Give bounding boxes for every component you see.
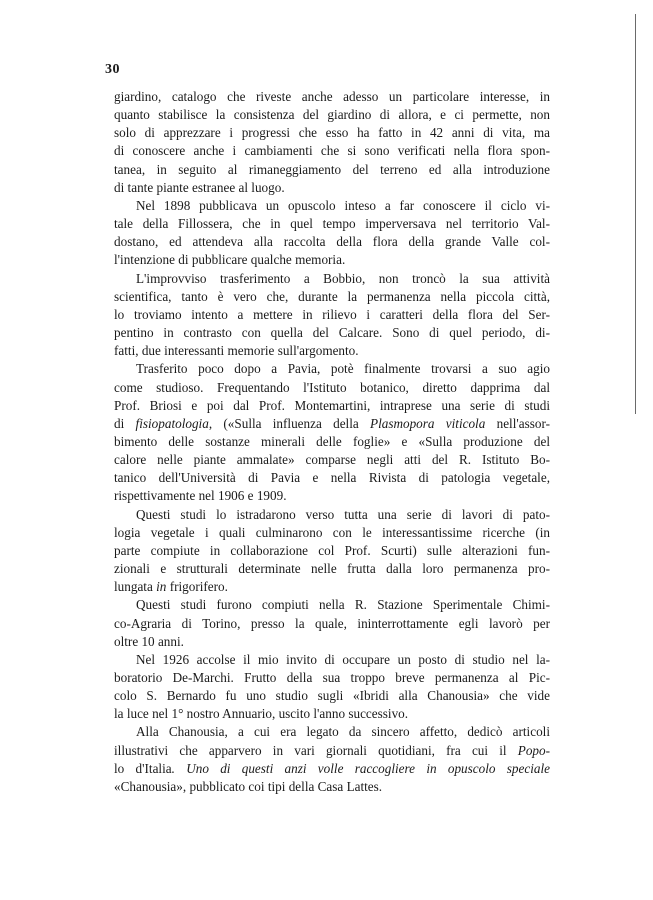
text-line (114, 778, 550, 796)
text-line (114, 288, 550, 306)
text-line (114, 88, 550, 106)
text-line (114, 687, 550, 705)
italic-text: in (156, 579, 167, 595)
paragraph (114, 723, 550, 796)
paragraph (114, 88, 550, 197)
paragraph (114, 270, 550, 361)
text-line (114, 415, 550, 433)
text-segment: illustrativi che apparvero in vari giornali quotidiani, fra cui il (114, 742, 518, 758)
text-line (114, 142, 550, 160)
text-line (114, 179, 550, 197)
text-segment: colo S. Bernardo fu uno studio sugli «Ibridi alla Chanousia» che vide (114, 688, 550, 704)
text-line (114, 342, 550, 360)
text-segment: logia vegetale i quali culminarono con le interessantissime ricerche (in (114, 524, 550, 540)
text-segment: come studioso. Frequentando l'Istituto botanico, diretto dapprima dal (114, 379, 550, 395)
paragraph (114, 651, 550, 724)
text-segment: nell'assor- (485, 415, 550, 431)
text-line (114, 760, 550, 778)
text-line (114, 106, 550, 124)
italic-text: Popo- (517, 742, 550, 758)
text-line (114, 360, 550, 378)
text-segment: tanea, in seguito al rimaneggiamento del terreno ed alla introduzione (114, 161, 550, 177)
text-line (114, 306, 550, 324)
text-segment: co-Agraria di Torino, presso la quale, ininterrottamente egli lavorò per (114, 615, 550, 631)
text-line (114, 669, 550, 687)
text-segment: di conoscere anche i cambiamenti che si sono verificati nella flora spon- (114, 143, 550, 159)
italic-text: fisiopatologia (135, 415, 209, 431)
text-segment: scientifica, tanto è vero che, durante la permanenza nella piccola città, (114, 288, 550, 304)
text-segment: «Chanousia», pubblicato coi tipi della Casa Lattes. (114, 778, 383, 794)
text-line (114, 615, 550, 633)
page-number: 30 (105, 62, 120, 77)
text-segment: Questi studi lo istradarono verso tutta una serie di lavori di pato- (136, 506, 550, 522)
text-segment: fatti, due interessanti memorie sull'argomento. (114, 343, 359, 359)
text-line (114, 161, 550, 179)
text-segment: Alla Chanousia, a cui era legato da sincero affetto, dedicò articoli (136, 724, 550, 740)
text-segment: zionali e strutturali determinate nelle frutta dalla loro permanenza pro- (114, 561, 550, 577)
text-line (114, 251, 550, 269)
text-line (114, 433, 550, 451)
text-line (114, 124, 550, 142)
text-line (114, 469, 550, 487)
text-segment: solo di apprezzare i progressi che esso ha fatto in 42 anni di vita, ma (114, 125, 550, 141)
text-segment: quanto stabilisce la consistenza del giardino di allora, e ci permette, non (114, 107, 550, 123)
text-line (114, 397, 550, 415)
text-line (114, 705, 550, 723)
body-text (114, 88, 550, 796)
text-segment: dostano, ed attendeva alla raccolta della flora della grande Valle col- (114, 234, 550, 250)
text-segment: Prof. Briosi e poi dal Prof. Montemartini, intraprese una serie di studi (114, 397, 550, 413)
italic-text: Plasmopora viticola (370, 415, 486, 431)
italic-text: . Uno di questi anzi volle raccogliere in opuscolo speciale (171, 760, 550, 776)
text-line (114, 379, 550, 397)
text-segment: oltre 10 anni. (114, 633, 184, 649)
text-segment: Nel 1898 pubblicava un opuscolo inteso a far conoscere il ciclo vi- (136, 197, 550, 213)
text-segment: , («Sulla influenza della (208, 415, 371, 431)
text-segment: lo d'Italia (114, 760, 172, 776)
text-line (114, 233, 550, 251)
text-line (114, 524, 550, 542)
text-segment: rispettivamente nel 1906 e 1909. (114, 488, 287, 504)
paragraph (114, 360, 550, 505)
text-line (114, 651, 550, 669)
text-line (114, 451, 550, 469)
text-line (114, 633, 550, 651)
text-segment: Questi studi furono compiuti nella R. Stazione Sperimentale Chimi- (136, 597, 550, 613)
text-segment: Trasferito poco dopo a Pavia, potè finalmente trovarsi a suo agio (136, 361, 550, 377)
text-line (114, 215, 550, 233)
paragraph (114, 596, 550, 650)
text-line (114, 742, 550, 760)
text-segment: tanico dell'Università di Pavia e nella Rivista di patologia vegetale, (114, 470, 550, 486)
page-edge-line (635, 14, 636, 414)
text-segment: L'improvviso trasferimento a Bobbio, non troncò la sua attività (136, 270, 550, 286)
text-segment: lungata (114, 579, 157, 595)
text-line (114, 487, 550, 505)
text-line (114, 324, 550, 342)
paragraph (114, 197, 550, 270)
text-segment: bimento delle sostanze minerali delle foglie» e «Sulla produzione del (114, 433, 550, 449)
text-line (114, 270, 550, 288)
text-segment: l'intenzione di pubblicare qualche memoria. (114, 252, 346, 268)
text-line (114, 596, 550, 614)
text-segment: di (114, 415, 136, 431)
text-segment: parte compiute in collaborazione col Prof. Scurti) sulle alterazioni fun- (114, 542, 550, 558)
text-segment: frigorifero. (166, 579, 228, 595)
text-segment: Nel 1926 accolse il mio invito di occupare un posto di studio nel la- (136, 651, 550, 667)
text-segment: di tante piante estranee al luogo. (114, 179, 285, 195)
text-segment: lo troviamo intento a mettere in rilievo i caratteri della flora del Ser- (114, 306, 550, 322)
text-segment: pentino in contrasto con quella del Calcare. Sono di quel periodo, di- (114, 325, 550, 341)
text-line (114, 197, 550, 215)
text-segment: tale della Fillossera, che in quel tempo imperversava nel territorio Val- (114, 216, 550, 232)
text-line (114, 542, 550, 560)
text-segment: giardino, catalogo che riveste anche adesso un particolare interesse, in (114, 89, 550, 104)
text-segment: la luce nel 1° nostro Annuario, uscito l'anno successivo. (114, 706, 409, 722)
text-segment: boratorio De-Marchi. Frutto della sua troppo breve permanenza al Pic- (114, 670, 550, 685)
text-segment: calore nelle piante ammalate» comparse negli atti del R. Istituto Bo- (114, 452, 550, 468)
text-line (114, 506, 550, 524)
text-line (114, 560, 550, 578)
text-line (114, 723, 550, 741)
paragraph (114, 506, 550, 597)
text-line (114, 578, 550, 596)
